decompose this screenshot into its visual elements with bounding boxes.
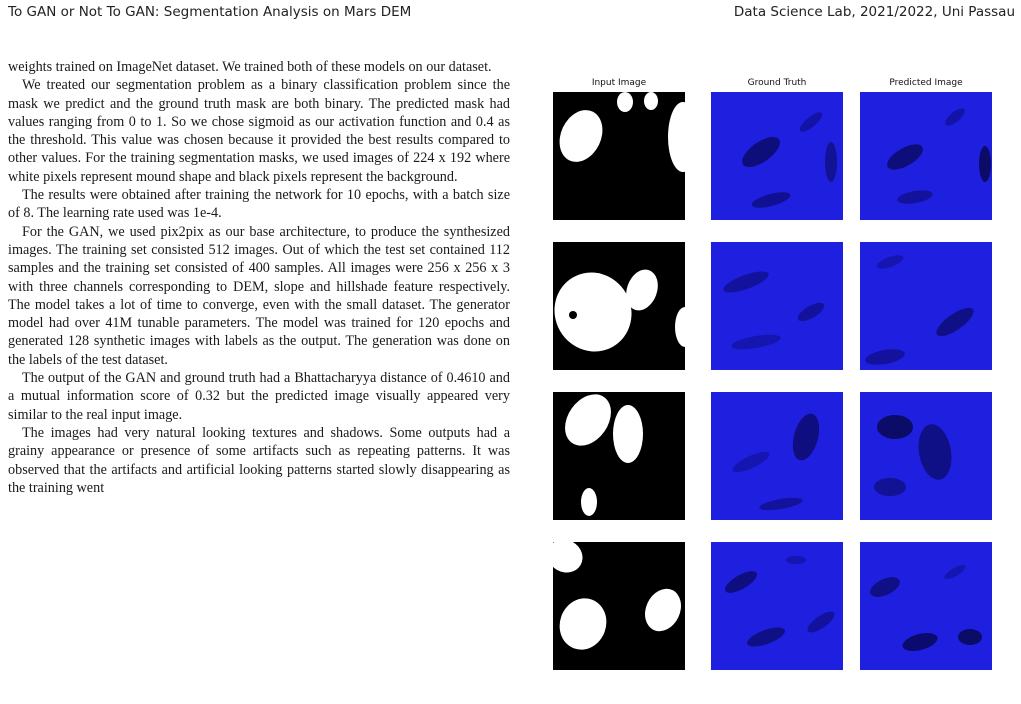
predicted-4 [860,542,992,670]
paragraph: The output of the GAN and ground truth had a Bhattacharyya distance of 0.4610 and a mutual information score of 0.32 but the predicted image visually appeared very similar to the real input image. [8,370,510,423]
paragraph: For the GAN, we used pix2pix as our base architecture, to produce the synthesized images. The training set consisted 512 images. Out of which the test set contained 112 samples and the training set consisted of 400 samples. All images were 256 x 256 x 3 with three channels corresponding to DEM, slope and hillshade feature respectively. The model takes a lot of time to converge, even with the small dataset. The generator model had over 41M tunable parameters. The model was trained for 120 epochs and generated 128 synthetic images with labels as the output. The generation was done on the labels of the test dataset. [8,223,510,368]
results-figure [553,78,993,678]
paragraph: The images had very natural looking textures and shadows. Some outputs had a grainy appearance or presence of some artifacts such as repeating patterns. It was observed that the artifacts and artificial looking patterns started slowly disappearing as the training went [8,424,510,496]
input-mask-2 [553,242,685,370]
body-text [8,58,510,497]
input-mask-3 [553,392,685,520]
input-mask-4 [553,542,685,670]
predicted-1 [860,92,992,220]
running-venue: Data Science Lab, 2021/2022, Uni Passau [733,4,1015,20]
ground-truth-1 [711,92,843,220]
input-mask-1 [553,92,685,220]
column-title-ground-truth: Ground Truth [747,78,807,88]
running-title: To GAN or Not To GAN: Segmentation Analysis on Mars DEM [8,4,412,20]
column-title-predicted: Predicted Image [889,78,963,88]
paragraph: The results were obtained after training the network for 10 epochs, with a batch size of 8. The learning rate used was 1e-4. [8,187,510,222]
column-title-input: Input Image [591,78,647,88]
paragraph: We treated our segmentation problem as a binary classification problem since the mask we predict and the ground truth mask are both binary. The predicted mask had values ranging from 0 to 1. So we chose sigmoid as our activation function and 0.4 as the threshold. This value was chosen because it provided the best results compared to other values. For the training segmentation masks, we used images of 224 x 192 where white pixels represent mound shape and black pixels represent the background. [8,77,510,185]
predicted-3 [860,392,992,520]
ground-truth-3 [711,392,843,520]
ground-truth-2 [711,242,843,370]
page-header [0,0,1021,30]
predicted-2 [860,242,992,370]
ground-truth-4 [711,542,843,670]
paragraph: weights trained on ImageNet dataset. We trained both of these models on our dataset. [8,59,492,75]
